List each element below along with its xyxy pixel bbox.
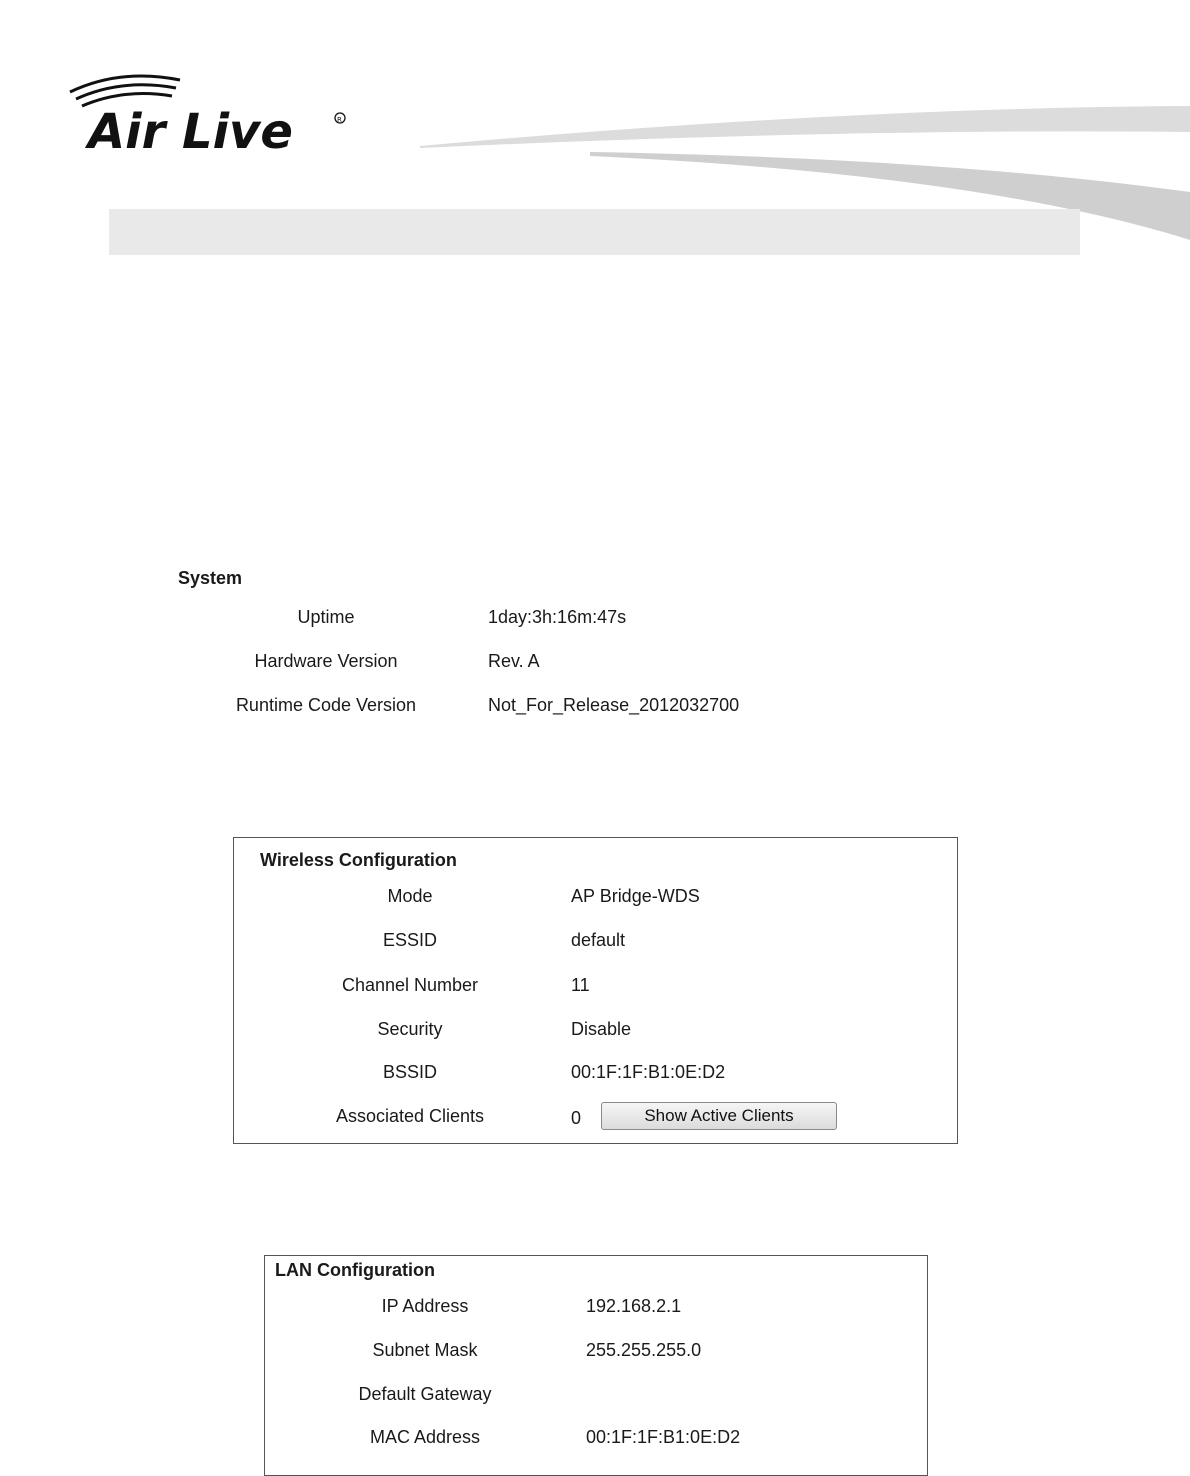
channel-number-row bbox=[234, 972, 957, 998]
mode-label: Mode bbox=[387, 886, 433, 906]
uptime-row bbox=[178, 604, 878, 630]
uptime-label: Uptime bbox=[297, 607, 355, 627]
uptime-value: 1day:3h:16m:47s bbox=[488, 607, 627, 627]
wireless-configuration-section bbox=[233, 837, 958, 1144]
wireless-title: Wireless Configuration bbox=[260, 850, 457, 870]
system-title: System bbox=[178, 568, 243, 588]
security-label: Security bbox=[377, 1019, 443, 1039]
hardware-version-row bbox=[178, 648, 878, 674]
subnet-mask-row bbox=[265, 1337, 927, 1363]
chapter-header-bar bbox=[109, 209, 1080, 255]
mode-value: AP Bridge-WDS bbox=[571, 886, 700, 906]
runtime-code-version-row bbox=[178, 692, 878, 718]
security-value: Disable bbox=[571, 1019, 632, 1039]
essid-value: default bbox=[571, 930, 626, 950]
channel-number-value: 11 bbox=[571, 975, 590, 995]
mode-row bbox=[234, 883, 957, 909]
runtime-code-version-label: Runtime Code Version bbox=[235, 695, 417, 715]
bssid-label: BSSID bbox=[382, 1062, 438, 1082]
default-gateway-label: Default Gateway bbox=[358, 1384, 492, 1404]
essid-row bbox=[234, 927, 957, 953]
mac-address-row bbox=[265, 1424, 927, 1450]
associated-clients-label: Associated Clients bbox=[335, 1106, 485, 1126]
mac-address-label: MAC Address bbox=[369, 1427, 481, 1447]
essid-label: ESSID bbox=[382, 930, 438, 950]
airlive-logo bbox=[60, 70, 360, 160]
lan-configuration-section bbox=[264, 1255, 928, 1476]
security-row bbox=[234, 1016, 957, 1042]
channel-number-label: Channel Number bbox=[341, 975, 479, 995]
associated-clients-value: 0 bbox=[571, 1108, 582, 1128]
ip-address-label: IP Address bbox=[381, 1296, 469, 1316]
lan-title: LAN Configuration bbox=[275, 1260, 435, 1280]
subnet-mask-label: Subnet Mask bbox=[372, 1340, 478, 1360]
hardware-version-value: Rev. A bbox=[488, 651, 540, 671]
runtime-code-version-value: Not_For_Release_2012032700 bbox=[488, 695, 740, 715]
ip-address-value: 192.168.2.1 bbox=[586, 1296, 682, 1316]
hardware-version-label: Hardware Version bbox=[254, 651, 398, 671]
associated-clients-row bbox=[234, 1103, 957, 1129]
svg-text:R: R bbox=[337, 116, 342, 124]
mac-address-value: 00:1F:1F:B1:0E:D2 bbox=[586, 1427, 741, 1447]
bssid-value: 00:1F:1F:B1:0E:D2 bbox=[571, 1062, 726, 1082]
show-active-clients-button[interactable]: Show Active Clients bbox=[601, 1102, 837, 1130]
logo-wordmark: Air Live bbox=[88, 104, 293, 160]
default-gateway-row bbox=[265, 1381, 927, 1407]
ip-address-row bbox=[265, 1293, 927, 1319]
system-section bbox=[178, 568, 878, 728]
bssid-row bbox=[234, 1059, 957, 1085]
subnet-mask-value: 255.255.255.0 bbox=[586, 1340, 702, 1360]
